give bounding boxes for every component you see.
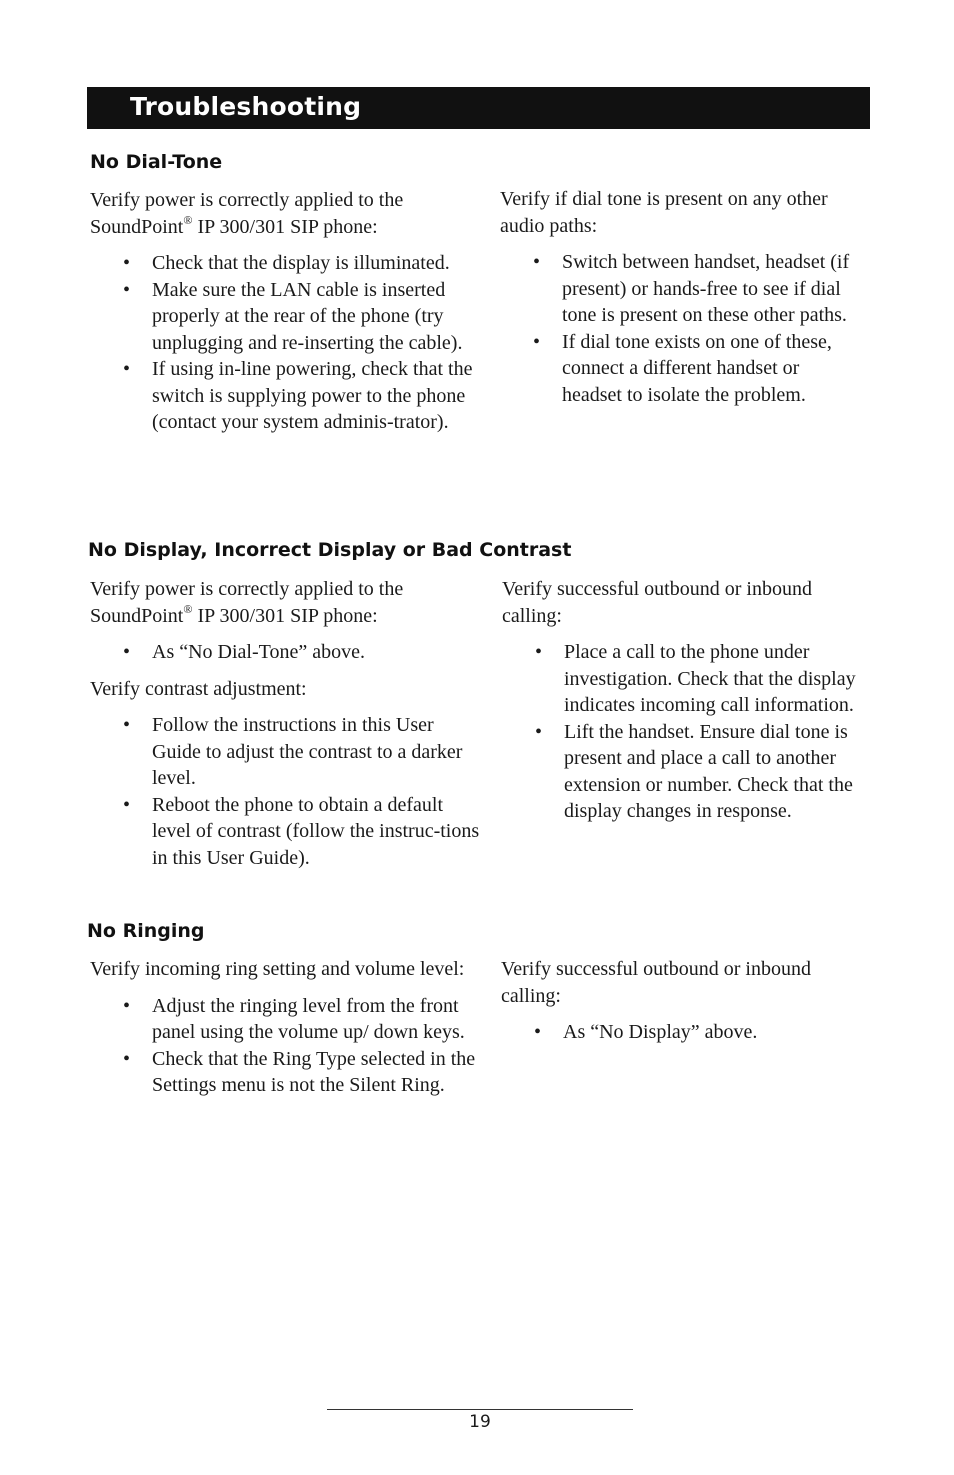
intro-text: Verify power is correctly applied to the SoundPoint® IP 300/301 SIP phone: — [90, 189, 404, 238]
no-dial-tone-right-column — [500, 186, 862, 418]
no-dial-tone-left-column — [90, 187, 482, 446]
list-item: • Place a call to the phone under investigation. Check that the display indicates incoming call information. — [564, 639, 864, 719]
section-banner — [87, 87, 870, 129]
page-title: Troubleshooting — [130, 92, 362, 121]
list-item: • Check that the Ring Type selected in the Settings menu is not the Silent Ring. — [152, 1046, 482, 1099]
list-item: • Adjust the ringing level from the front panel using the volume up/ down keys. — [152, 993, 482, 1046]
bullet-list — [502, 639, 864, 825]
footer-rule — [327, 1409, 633, 1410]
bullet-list — [90, 639, 482, 666]
bullet-list — [90, 993, 482, 1099]
intro-text: Verify successful outbound or inbound calling: — [501, 958, 811, 1007]
list-item: • Lift the handset. Ensure dial tone is present and place a call to another extension or number. Check that the display changes in response. — [564, 719, 864, 825]
list-item: • Follow the instructions in this User Guide to adjust the contrast to a darker level. — [152, 712, 482, 792]
section-heading-no-display: No Display, Incorrect Display or Bad Contrast — [88, 539, 572, 561]
list-item: • Check that the display is illuminated. — [152, 250, 482, 277]
section-heading-no-dial-tone: No Dial-Tone — [90, 151, 223, 173]
list-item: • Reboot the phone to obtain a default level of contrast (follow the instruc-tions in this User Guide). — [152, 792, 482, 872]
page-number: 19 — [469, 1412, 491, 1432]
no-ringing-right-column — [501, 956, 863, 1056]
intro-text: Verify successful outbound or inbound calling: — [502, 578, 812, 627]
list-item: • Switch between handset, headset (if present) or hands-free to see if dial tone is present on these other paths. — [562, 249, 862, 329]
list-item: • As “No Dial-Tone” above. — [152, 639, 482, 666]
no-ringing-left-column — [90, 956, 482, 1109]
intro-text: Verify incoming ring setting and volume level: — [90, 958, 465, 980]
list-item: • If dial tone exists on one of these, connect a different handset or headset to isolate the problem. — [562, 329, 862, 409]
section-heading-no-ringing: No Ringing — [87, 920, 205, 942]
bullet-list — [500, 249, 862, 408]
bullet-list — [90, 712, 482, 871]
no-display-right-column — [502, 576, 864, 835]
intro-text: Verify contrast adjustment: — [90, 677, 307, 700]
no-display-left-column — [90, 576, 482, 881]
list-item: • As “No Display” above. — [563, 1019, 863, 1046]
intro-text: Verify if dial tone is present on any other audio paths: — [500, 188, 828, 237]
intro-text: Verify power is correctly applied to the SoundPoint® IP 300/301 SIP phone: — [90, 578, 404, 627]
list-item: • If using in-line powering, check that the switch is supplying power to the phone (contact your system adminis-trator). — [152, 356, 482, 436]
list-item: • Make sure the LAN cable is inserted properly at the rear of the phone (try unplugging and re-inserting the cable). — [152, 277, 482, 357]
bullet-list — [501, 1019, 863, 1046]
bullet-list — [90, 250, 482, 436]
